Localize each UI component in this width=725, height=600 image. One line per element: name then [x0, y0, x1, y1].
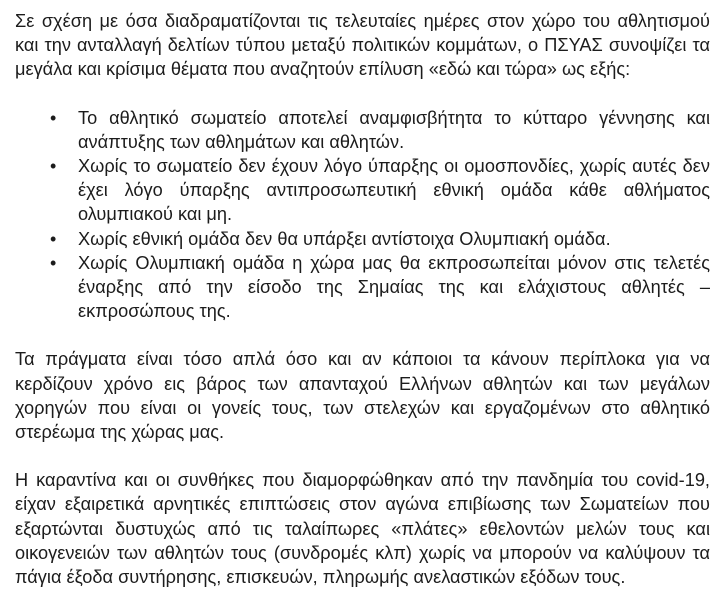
bullet-icon: •: [50, 228, 57, 249]
paragraph-3: Η καραντίνα και οι συνθήκες που διαμορφώθηκαν από την πανδημία του covid-19, είχαν εξαιρετικά αρνητικές επιπτώσεις στον αγώνα επιβίωσης των Σωματείων που εξαρτώνται δυστυχώς από τις ταλαίπωρες «πλάτες» εθελοντών μελών τους και οικογενειών των αθλητών τους (συνδρομές κλπ) χωρίς να μπορούν να καλύψουν τα πάγια έξοδα συντήρησης, επισκευών, πληρωμής ανελαστικών εξόδων τους.: [15, 470, 710, 588]
list-item-text: Χωρίς Ολυμπιακή ομάδα η χώρα μας θα εκπροσωπείται μόνον στις τελετές έναρξης από την είσοδο της Σημαίας της και ελάχιστους αθλητές – εκπροσώπους της.: [78, 252, 710, 322]
bullet-icon: •: [50, 107, 57, 128]
intro-paragraph: Σε σχέση με όσα διαδραματίζονται τις τελευταίες ημέρες στον χώρο του αθλητισμού και την ανταλλαγή δελτίων τύπου μεταξύ πολιτικών κομμάτων, ο ΠΣΥΑΣ συνοψίζει τα μεγάλα και κρίσιμα θέματα που αναζητούν επίλυση «εδώ και τώρα» ως εξής:: [15, 11, 710, 80]
bullet-icon: •: [50, 252, 57, 273]
list-item-text: Χωρίς εθνική ομάδα δεν θα υπάρξει αντίστοιχα Ολυμπιακή ομάδα.: [78, 228, 611, 249]
bullet-icon: •: [50, 156, 57, 177]
list-item: [15, 154, 710, 227]
paragraph-2: Τα πράγματα είναι τόσο απλά όσο και αν κάποιοι τα κάνουν περίπλοκα για να κερδίζουν χρόνο εις βάρος των απανταχού Ελλήνων αθλητών και των μεγάλων χορηγών που είναι οι γονείς τους, των στελεχών και εργαζομένων στο αθλητικό στερέωμα της χώρας μας.: [15, 349, 710, 443]
document-body: [15, 0, 710, 589]
list-item: [15, 106, 710, 154]
list-item: [15, 227, 710, 251]
list-item-text: Χωρίς το σωματείο δεν έχουν λόγο ύπαρξης οι ομοσπονδίες, χωρίς αυτές δεν έχει λόγο ύπαρξης αντιπροσωπευτική εθνική ομάδα κάθε αθλήματος ολυμπιακού και μη.: [78, 156, 710, 225]
bullet-list: [15, 106, 710, 324]
list-item: [15, 251, 710, 324]
list-item-text: Το αθλητικό σωματείο αποτελεί αναμφισβήτητα το κύτταρο γέννησης και ανάπτυξης των αθλημάτων και αθλητών.: [78, 107, 710, 152]
